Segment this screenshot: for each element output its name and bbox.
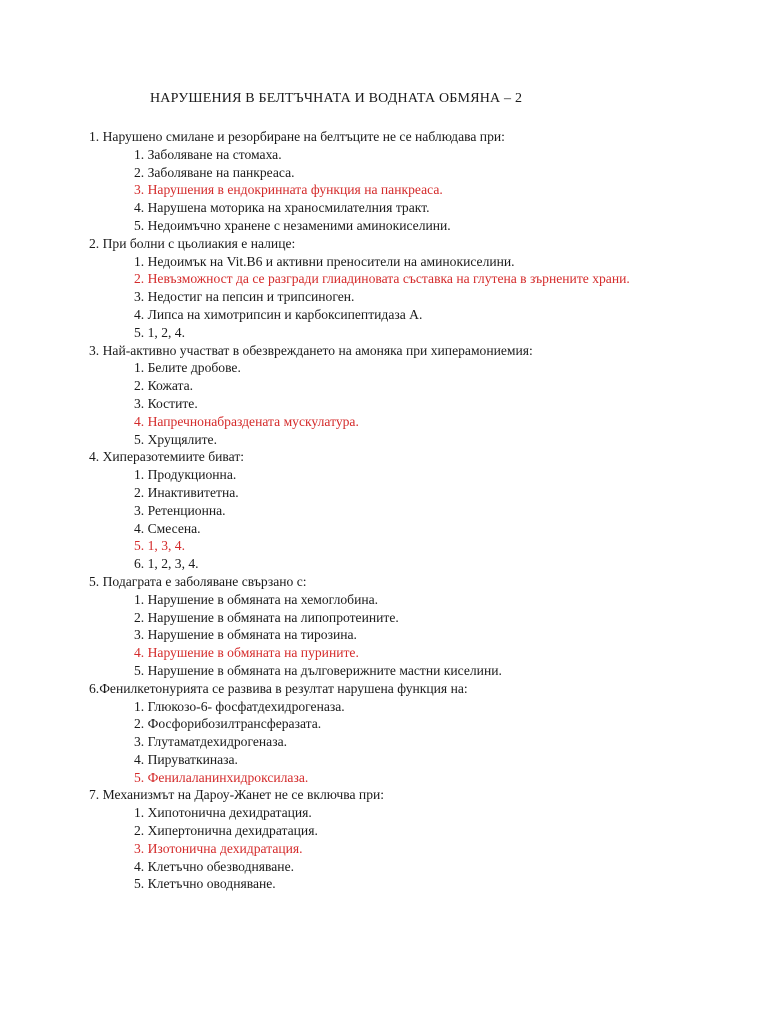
question-6: 6.Фенилкетонурията се развива в резултат нарушена функция на: bbox=[89, 680, 468, 696]
answer-option: 3. Нарушение в обмяната на тирозина. bbox=[134, 627, 357, 643]
answer-option: 4. Нарушена моторика на храносмилателния тракт. bbox=[134, 200, 430, 216]
answer-option-correct: 3. Нарушения в ендокринната функция на панкреаса. bbox=[134, 182, 443, 198]
answer-option: 3. Ретенционна. bbox=[134, 502, 226, 518]
answer-option: 2. Инактивитетна. bbox=[134, 484, 239, 500]
answer-option: 4. Смесена. bbox=[134, 520, 201, 536]
answer-option: 1. Недоимък на Vit.B6 и активни преносители на аминокиселини. bbox=[134, 253, 515, 269]
answer-option-correct: 3. Изотонична дехидратация. bbox=[134, 840, 303, 856]
answer-option: 2. Фосфорибозилтрансферазата. bbox=[134, 716, 322, 732]
question-2: 2. При болни с цьолиакия е налице: bbox=[89, 235, 296, 251]
question-list bbox=[89, 128, 749, 893]
option-list bbox=[89, 804, 749, 893]
option-list bbox=[89, 359, 749, 448]
answer-option: 2. Заболяване на панкреаса. bbox=[134, 164, 295, 180]
answer-option-correct: 4. Напречнонабраздената мускулатура. bbox=[134, 413, 359, 429]
answer-option: 1. Продукционна. bbox=[134, 467, 237, 483]
question-3: 3. Най-активно участват в обезвреждането на амоняка при хиперамониемия: bbox=[89, 342, 533, 358]
answer-option-correct: 5. 1, 3, 4. bbox=[134, 538, 185, 554]
question-7: 7. Механизмът на Дароу-Жанет не се включва при: bbox=[89, 787, 385, 803]
option-list bbox=[89, 253, 749, 342]
option-list bbox=[89, 591, 749, 680]
answer-option: 4. Пируваткиназа. bbox=[134, 751, 238, 767]
answer-option-correct: 4. Нарушение в обмяната на пурините. bbox=[134, 645, 359, 661]
option-list bbox=[89, 698, 749, 787]
answer-option: 2. Нарушение в обмяната на липопротеините. bbox=[134, 609, 399, 625]
answer-option: 1. Белите дробове. bbox=[134, 360, 241, 376]
question-4: 4. Хиперазотемиите биват: bbox=[89, 449, 245, 465]
answer-option: 5. Клетъчно оводняване. bbox=[134, 876, 276, 892]
answer-option: 1. Хипотонична дехидратация. bbox=[134, 805, 312, 821]
answer-option: 5. Нарушение в обмяната на дълговерижните мастни киселини. bbox=[134, 662, 502, 678]
answer-option: 5. 1, 2, 4. bbox=[134, 324, 185, 340]
answer-option: 1. Глюкозо-6- фосфатдехидрогеназа. bbox=[134, 698, 345, 714]
answer-option: 1. Заболяване на стомаха. bbox=[134, 146, 282, 162]
answer-option-correct: 2. Невъзможност да се разгради глиадиновата съставка на глутена в зърнените храни. bbox=[134, 271, 630, 287]
answer-option: 2. Хипертонична дехидратация. bbox=[134, 823, 318, 839]
answer-option: 3. Глутаматдехидрогеназа. bbox=[134, 734, 287, 750]
answer-option: 4. Клетъчно обезводняване. bbox=[134, 858, 295, 874]
page-title: НАРУШЕНИЯ В БЕЛТЪЧНАТА И ВОДНАТА ОБМЯНА – 2 bbox=[150, 91, 523, 106]
answer-option: 6. 1, 2, 3, 4. bbox=[134, 556, 199, 572]
answer-option: 5. Недоимъчно хранене с незаменими аминокиселини. bbox=[134, 217, 451, 233]
question-1: 1. Нарушено смилане и резорбиране на белтъците не се наблюдава при: bbox=[89, 129, 505, 144]
answer-option: 4. Липса на химотрипсин и карбоксипептидаза А. bbox=[134, 306, 423, 322]
answer-option: 5. Хрущялите. bbox=[134, 431, 217, 447]
answer-option: 3. Костите. bbox=[134, 395, 198, 411]
question-5: 5. Подаграта е заболяване свързано с: bbox=[89, 573, 307, 589]
answer-option: 2. Кожата. bbox=[134, 378, 194, 394]
option-list bbox=[89, 146, 749, 235]
option-list bbox=[89, 466, 749, 573]
answer-option: 1. Нарушение в обмяната на хемоглобина. bbox=[134, 591, 379, 607]
answer-option-correct: 5. Фенилаланинхидроксилаза. bbox=[134, 769, 309, 785]
answer-option: 3. Недостиг на пепсин и трипсиноген. bbox=[134, 289, 355, 305]
